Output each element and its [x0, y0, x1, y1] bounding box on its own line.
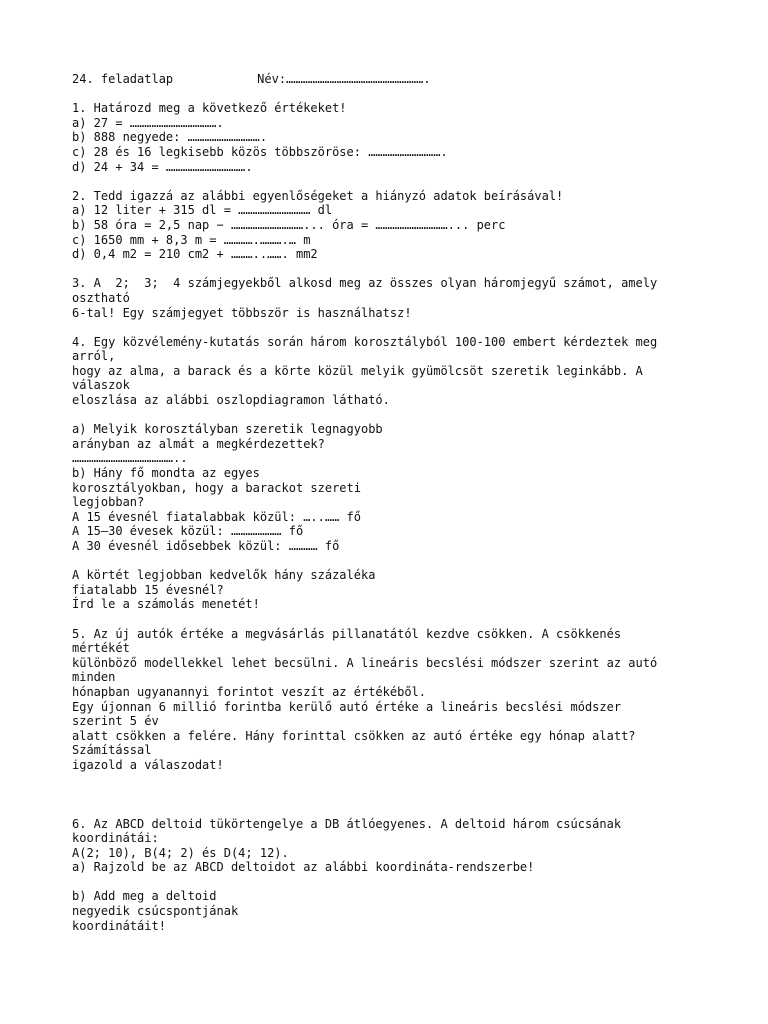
question-2a: a) 12 liter + 315 dl = ………………………… dl: [72, 203, 333, 218]
question-4b-15-30: A 15–30 évesek közül: ………………… fő: [72, 524, 304, 539]
question-5-line: hónapban ugyanannyi forintot veszít az értékéből.: [72, 684, 427, 699]
question-4b-over-30: A 30 évesnél idősebbek közül: ………… fő: [72, 539, 340, 553]
question-6: [72, 817, 692, 934]
question-3-line: osztható: [72, 290, 130, 305]
question-5-line: szerint 5 év: [72, 714, 159, 729]
question-5-line: igazold a válaszodat!: [72, 757, 224, 772]
question-2c: c) 1650 mm + 8,3 m = ………….……….… m: [72, 232, 311, 247]
question-3: [72, 276, 692, 320]
question-4b: legjobban?: [72, 495, 145, 510]
question-4a: a) Melyik korosztályban szeretik legnagyobb: [72, 422, 383, 437]
question-4b: b) Hány fő mondta az egyes: [72, 466, 260, 481]
question-6-coordinates: A(2; 10), B(4; 2) és D(4; 12).: [72, 845, 289, 860]
question-6b: negyedik csúcspontjának: [72, 904, 239, 919]
question-6-line: koordinátái:: [72, 831, 159, 846]
question-2: [72, 189, 692, 262]
question-1-heading: 1. Határozd meg a következő értékeket!: [72, 101, 347, 116]
question-4b-under-15: A 15 évesnél fiatalabbak közül: …..…… fő: [72, 509, 361, 524]
question-2d: d) 0,4 m2 = 210 cm2 + ………..……. mm2: [72, 247, 318, 262]
question-4b: korosztályokban, hogy a barackot szereti: [72, 480, 361, 495]
name-field: Név:………………………………………………….: [257, 72, 431, 86]
question-3-line: 6-tal! Egy számjegyet többször is használhatsz!: [72, 305, 412, 320]
question-2b: b) 58 óra = 2,5 nap − …………………………... óra = …………………………... perc: [72, 217, 506, 232]
question-4c: fiatalabb 15 évesnél?: [72, 582, 224, 597]
question-4-intro: eloszlása az alábbi oszlopdiagramon látható.: [72, 393, 390, 408]
question-4c: A körtét legjobban kedvelők hány százaléka: [72, 568, 376, 583]
worksheet-header: [72, 72, 692, 87]
question-4-intro: válaszok: [72, 378, 130, 393]
question-5-line: Egy újonnan 6 millió forintba kerülő autó értéke a lineáris becslési módszer: [72, 699, 622, 714]
question-4-intro: hogy az alma, a barack és a körte közül melyik gyümölcsöt szeretik leginkább. A: [72, 363, 643, 378]
question-1c: c) 28 és 16 legkisebb közös többszöröse: ………………………….: [72, 144, 448, 159]
question-6b: b) Add meg a deltoid: [72, 889, 217, 904]
question-5-line: különböző modellekkel lehet becsülni. A lineáris becslési módszer szerint az autó: [72, 655, 658, 670]
question-6-line: 6. Az ABCD deltoid tükörtengelye a DB átlóegyenes. A deltoid három csúcsának: [72, 816, 622, 831]
question-4: [72, 335, 692, 612]
question-5-line: minden: [72, 670, 116, 685]
answer-blank: ……………………………………..: [72, 451, 188, 466]
question-2-heading: 2. Tedd igazzá az alábbi egyenlőségeket a hiányzó adatok beírásával!: [72, 188, 564, 203]
question-1a: a) 27 = ……………………………….: [72, 115, 224, 130]
question-3-line: 3. A 2; 3; 4 számjegyekből alkosd meg az összes olyan háromjegyű számot, amely: [72, 276, 658, 291]
worksheet-page: [72, 72, 692, 933]
question-1: [72, 101, 692, 174]
question-6b: koordinátáit!: [72, 918, 166, 933]
question-6a: a) Rajzold be az ABCD deltoidot az alábbi koordináta-rendszerbe!: [72, 860, 535, 875]
question-5-line: Számítással: [72, 743, 152, 758]
question-1d: d) 24 + 34 = …………………………….: [72, 159, 253, 174]
question-1b: b) 888 negyede: ………………………….: [72, 130, 268, 145]
question-5-line: alatt csökken a felére. Hány forinttal csökken az autó értéke egy hónap alatt?: [72, 728, 636, 743]
worksheet-title: 24. feladatlap: [72, 72, 174, 86]
question-4-intro: arról,: [72, 349, 116, 364]
question-4a: arányban az almát a megkérdezettek?: [72, 436, 325, 451]
question-5-line: 5. Az új autók értéke a megvásárlás pillanatától kezdve csökken. A csökkenés: [72, 626, 622, 641]
question-4-intro: 4. Egy közvélemény-kutatás során három korosztályból 100-100 embert kérdeztek meg: [72, 334, 658, 349]
question-4c: Írd le a számolás menetét!: [72, 597, 260, 612]
question-5: [72, 627, 692, 773]
question-5-line: mértékét: [72, 641, 130, 656]
